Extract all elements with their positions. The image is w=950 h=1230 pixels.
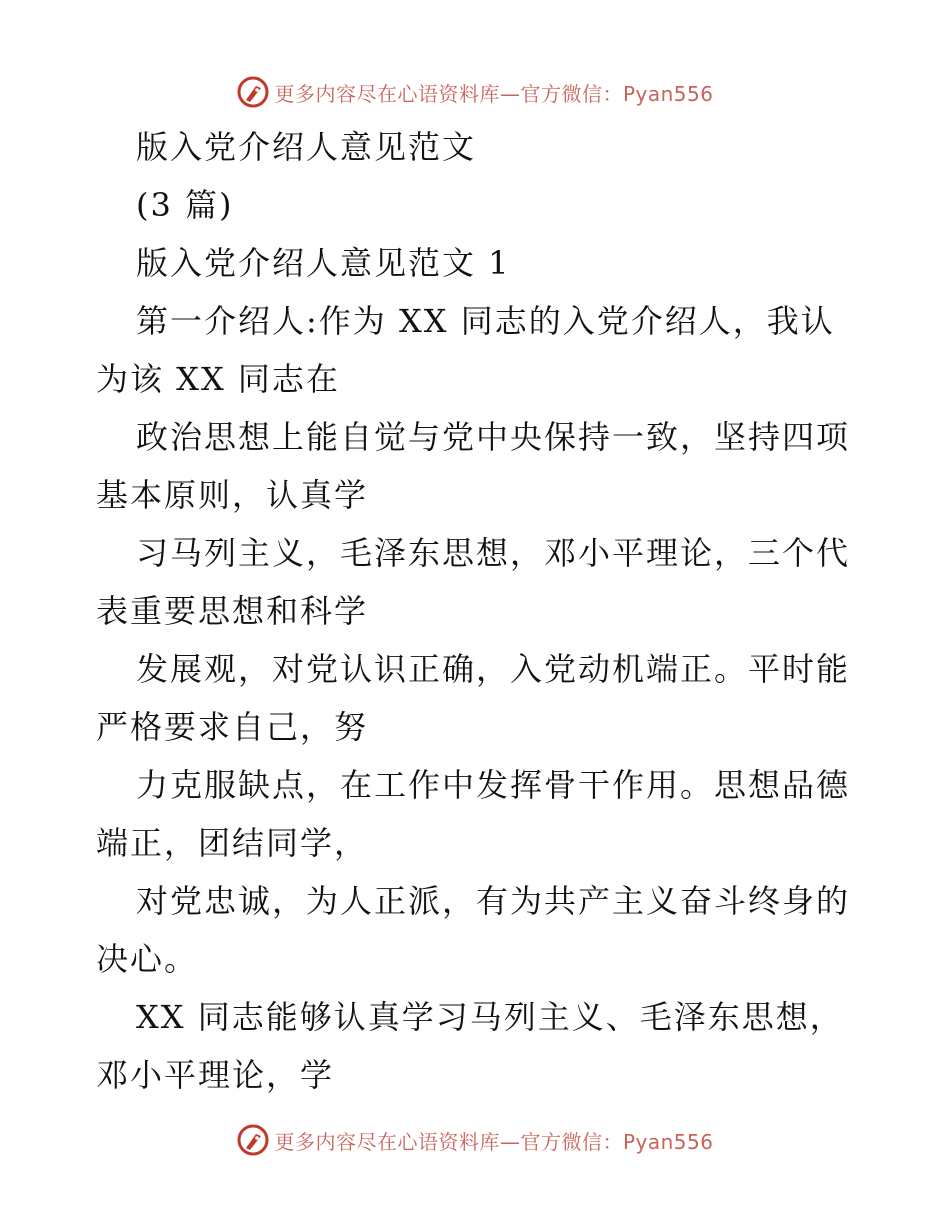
paragraph-line: 邓小平理论，学 [96, 1056, 335, 1094]
paragraph-line: 为该 XX 同志在 [96, 360, 340, 398]
header-banner-text: 更多内容尽在心语资料库—官方微信：Pyan556 [274, 81, 714, 106]
doc-title: 版入党介绍人意见范文 [136, 128, 477, 166]
paragraph-line: 习马列主义，毛泽东思想，邓小平理论，三个代 [136, 534, 851, 572]
paragraph-line: 决心。 [96, 940, 199, 978]
pen-nib-logo-icon [236, 75, 270, 109]
section-heading: 版入党介绍人意见范文 1 [136, 244, 511, 282]
document-body [96, 118, 856, 1104]
doc-subtitle: (3 篇) [136, 186, 234, 224]
paragraph-line: 第一介绍人:作为 XX 同志的入党介绍人，我认 [136, 302, 835, 340]
paragraph-line: XX 同志能够认真学习马列主义、毛泽东思想， [136, 998, 844, 1036]
paragraph-line: 政治思想上能自觉与党中央保持一致，坚持四项 [136, 418, 851, 456]
paragraph-line: 发展观，对党认识正确，入党动机端正。平时能 [136, 650, 851, 688]
paragraph-line: 严格要求自己，努 [96, 708, 369, 746]
pen-nib-logo-icon [236, 1123, 270, 1157]
paragraph-line: 端正，团结同学， [96, 824, 369, 862]
paragraph-line: 力克服缺点，在工作中发挥骨干作用。思想品德 [136, 766, 851, 804]
footer-banner-text: 更多内容尽在心语资料库—官方微信：Pyan556 [274, 1129, 714, 1154]
paragraph-line: 表重要思想和科学 [96, 592, 369, 630]
paragraph-line: 对党忠诚，为人正派，有为共产主义奋斗终身的 [136, 882, 851, 920]
header-banner [0, 72, 950, 112]
footer-banner [0, 1120, 950, 1160]
paragraph-line: 基本原则，认真学 [96, 476, 369, 514]
